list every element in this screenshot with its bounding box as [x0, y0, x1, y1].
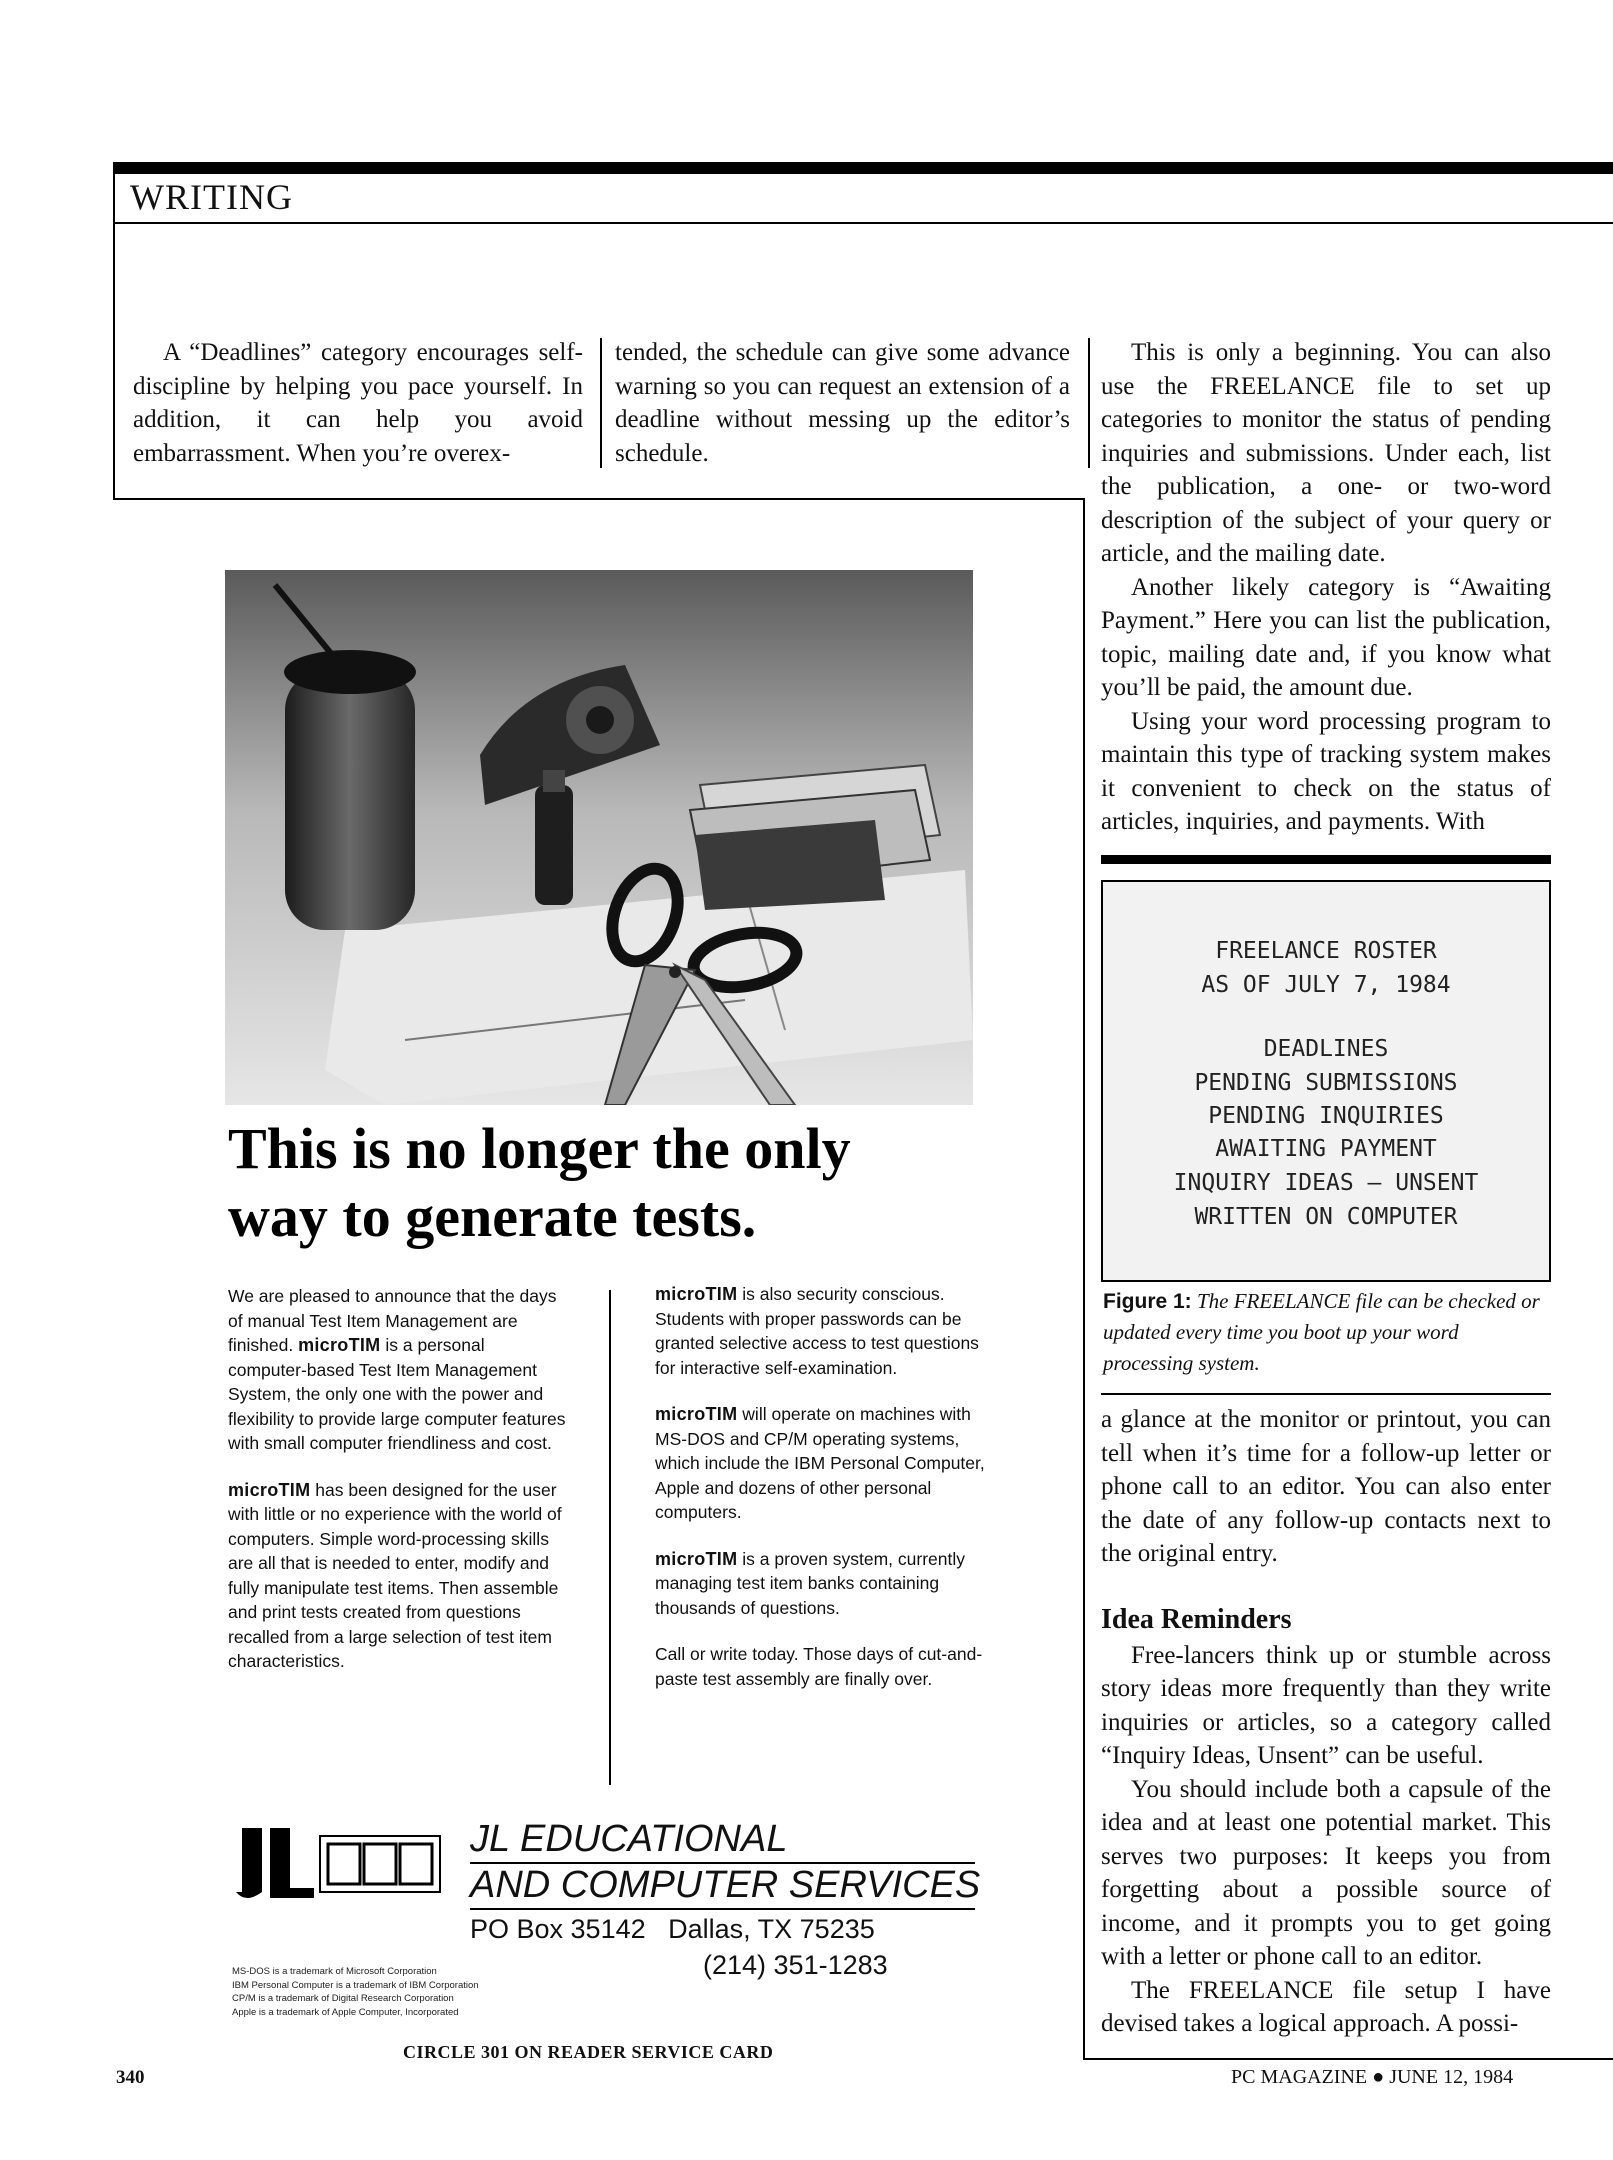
ad-column-divider — [609, 1290, 611, 1785]
paragraph: tended, the schedule can give some advance warning so you can request an extension of a deadline without messing up the editor’s schedule. — [615, 339, 1070, 467]
figure-line: AS OF JULY 7, 1984 — [1201, 972, 1451, 998]
figure-line: AWAITING PAYMENT — [1215, 1136, 1437, 1162]
figure-line: PENDING SUBMISSIONS — [1194, 1070, 1458, 1096]
brand-name: microTIM — [655, 1284, 738, 1304]
frame-left-rule — [113, 162, 115, 500]
article-column-1 — [133, 336, 583, 470]
paragraph: The FREELANCE file setup I have devised takes a logical approach. A possi- — [1101, 1976, 1551, 2037]
paragraph: You should include both a capsule of the idea and at least one potential market. This serves two purposes: It keeps you from forgetting about a possible source of income, and it prompts you to get going with a letter or phone call to an editor. — [1101, 1775, 1551, 1970]
trademark-line: CP/M is a trademark of Digital Research Corporation — [232, 1993, 454, 2004]
ad-headline — [228, 1115, 988, 1251]
ad-paragraph — [655, 1282, 995, 1380]
paragraph: a glance at the monitor or printout, you can tell when it’s time for a follow-up letter or phone call to an editor. You can also enter the date of any follow-up contacts next to the original entry. — [1101, 1406, 1551, 1567]
ad-headline-line: way to generate tests. — [228, 1184, 757, 1249]
ad-paragraph — [655, 1402, 995, 1525]
reader-service-line: CIRCLE 301 ON READER SERVICE CARD — [403, 2042, 774, 2062]
ad-column-left — [228, 1284, 568, 1696]
figure-line: DEADLINES — [1263, 1036, 1389, 1062]
company-logo — [236, 1826, 446, 1906]
top-rule — [113, 162, 1613, 174]
frame-right-rule — [1083, 498, 1085, 2060]
figure-caption-rule — [1101, 1393, 1551, 1395]
company-name-line-2: AND COMPUTER SERVICES — [470, 1864, 981, 1906]
ad-paragraph — [228, 1284, 568, 1456]
ad-photo — [225, 570, 973, 1105]
trademark-notices — [232, 1965, 652, 2019]
page-number: 340 — [116, 2067, 145, 2088]
figure-line: WRITTEN ON COMPUTER — [1194, 1204, 1458, 1230]
company-rule — [470, 1908, 975, 1910]
publication-footer: PC MAGAZINE ● JUNE 12, 1984 — [1231, 2066, 1514, 2088]
brand-name: microTIM — [228, 1479, 311, 1500]
ad-text: is also security conscious. Students with proper passwords can be granted selective access to test questions for interactive self-examination. — [655, 1284, 979, 1378]
figure-line: PENDING INQUIRIES — [1208, 1103, 1444, 1129]
column-divider — [600, 338, 602, 468]
brand-name: microTIM — [655, 1548, 738, 1569]
ad-text: We are pleased to announce that the days of manual Test Item Management are finished. — [228, 1286, 557, 1355]
ad-headline-line: This is no longer the only — [228, 1116, 851, 1181]
figure-line: INQUIRY IDEAS — UNSENT — [1173, 1170, 1479, 1196]
paragraph: Another likely category is “Awaiting Payment.” Here you can list the publication, topic, mailing date and, if you know what you’ll be paid, the amount due. — [1101, 573, 1551, 701]
brand-name: microTIM — [655, 1404, 738, 1424]
paragraph: This is only a beginning. You can also use the FREELANCE file to set up categories to monitor the status of pending inquiries and submissions. Under each, list the publication, a one- or two-word description of the subject of your query or article, and the mailing date. — [1101, 339, 1551, 567]
ad-text: will operate on machines with MS-DOS and CP/M operating systems, which include the IBM Personal Computer, Apple and dozens of other personal computers. — [655, 1404, 985, 1522]
ad-column-right — [655, 1282, 995, 1713]
figure-line: FREELANCE ROSTER — [1215, 938, 1437, 964]
figure-caption-text: The FREELANCE file can be checked or updated every time you boot up your word processing system. — [1103, 1289, 1540, 1375]
figure-caption-label: Figure 1: — [1103, 1290, 1192, 1313]
figure-top-rule — [1101, 855, 1551, 864]
ad-text: is a personal computer-based Test Item Management System, the only one with the power and flexibility to provide large computer features with small computer friendliness and cost. — [228, 1335, 566, 1453]
frame-bottom-rule — [113, 498, 1083, 500]
section-label: WRITING — [130, 177, 293, 217]
figure-caption — [1103, 1286, 1549, 1379]
ad-paragraph — [228, 1478, 568, 1674]
article-column-3-bottom — [1101, 1603, 1551, 2041]
trademark-line: IBM Personal Computer is a trademark of IBM Corporation — [232, 1979, 479, 1991]
ad-paragraph: Call or write today. Those days of cut-and-paste test assembly are finally over. — [655, 1644, 983, 1689]
trademark-line: MS-DOS is a trademark of Microsoft Corporation — [232, 1966, 437, 1977]
glue-bottle — [535, 770, 573, 905]
ad-text: is a proven system, currently managing test item banks containing thousands of questions. — [655, 1548, 966, 1618]
article-column-2 — [615, 336, 1070, 470]
subheading: Idea Reminders — [1101, 1604, 1292, 1635]
article-column-3-middle — [1101, 1403, 1551, 1571]
header-rule — [113, 222, 1613, 224]
ad-text: has been designed for the user with little or no experience with the world of computers. Simple word-processing skills are all that is needed to enter, modify and fully manipulate test items. Then assemble and print tests created from questions recalled from a large selection of test item characteristics. — [228, 1479, 562, 1671]
brand-name: microTIM — [298, 1335, 381, 1355]
company-name-line-1: JL EDUCATIONAL — [470, 1818, 788, 1860]
article-column-3-top — [1101, 336, 1551, 839]
ad-paragraph — [655, 1547, 995, 1621]
paragraph: A “Deadlines” category encourages self-discipline by helping you pace yourself. In addition, it can help you avoid embarrassment. When you’re overex- — [133, 339, 583, 467]
frame-foot-rule — [1083, 2058, 1613, 2060]
paragraph: Free-lancers think up or stumble across story ideas more frequently than they write inquiries or articles, so a category called “Inquiry Ideas, Unsent” can be useful. — [1101, 1641, 1551, 1769]
trademark-line: Apple is a trademark of Apple Computer, Incorporated — [232, 2006, 459, 2018]
company-address: PO Box 35142 Dallas, TX 75235 — [470, 1914, 875, 1944]
company-phone: (214) 351-1283 — [703, 1950, 888, 1980]
paragraph: Using your word processing program to maintain this type of tracking system makes it convenient to check on the status of articles, inquiries, and payments. With — [1101, 707, 1551, 835]
column-divider — [1088, 338, 1090, 468]
figure-1-screen — [1101, 880, 1551, 1282]
